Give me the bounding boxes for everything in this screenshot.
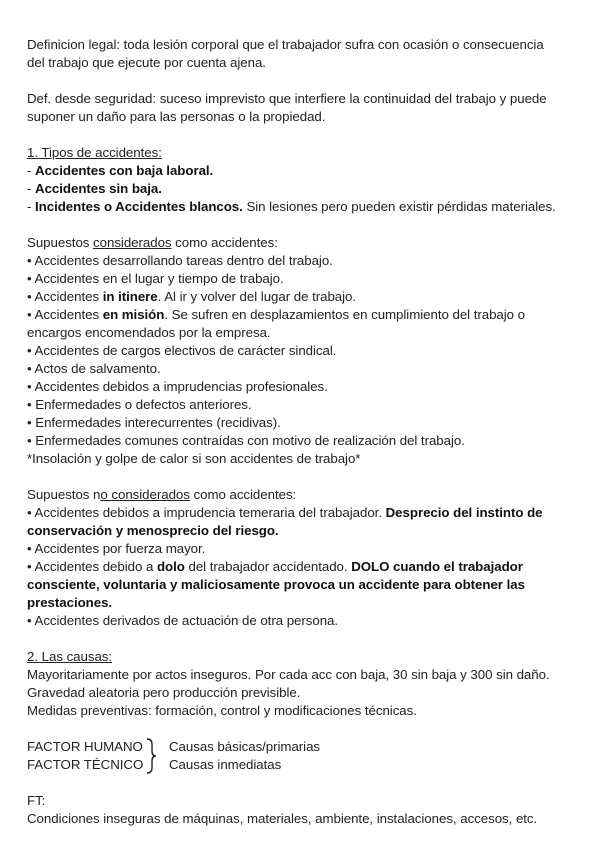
factor-humano-label: FACTOR HUMANO: [27, 739, 143, 754]
considerado-item: • Accidentes debidos a imprudencias profesionales.: [27, 379, 328, 394]
considerados-note: *Insolación y golpe de calor si son accidentes de trabajo*: [27, 451, 361, 466]
factor-tecnico-label: FACTOR TÉCNICO: [27, 757, 144, 772]
causas-inmediatas-label: Causas inmediatas: [169, 757, 282, 772]
causas-line: Gravedad aleatoria pero producción previsible.: [27, 685, 301, 700]
considerado-item-continuation: encargos encomendados por la empresa.: [27, 325, 271, 340]
tipo-item: - Accidentes sin baja.: [27, 181, 162, 196]
no-considerado-item: • Accidentes derivados de actuación de otra persona.: [27, 613, 339, 628]
no-considerado-item-continuation: conservación y menosprecio del riesgo.: [27, 523, 279, 538]
considerado-item: • Accidentes de cargos electivos de carácter sindical.: [27, 343, 337, 358]
tipo-item: - Accidentes con baja laboral.: [27, 163, 214, 178]
considerado-item: • Actos de salvamento.: [27, 361, 161, 376]
ft-label: FT:: [27, 793, 46, 808]
no-considerado-item: • Accidentes debidos a imprudencia temeraria del trabajador. Desprecio del instinto de: [27, 505, 543, 520]
legal-definition-line-2: del trabajo que ejecute por cuenta ajena.: [27, 55, 266, 70]
section-2-heading: 2. Las causas:: [27, 649, 113, 664]
causas-basicas-label: Causas básicas/primarias: [169, 739, 321, 754]
considerado-item: • Accidentes en el lugar y tiempo de trabajo.: [27, 271, 284, 286]
considerado-item: • Accidentes desarrollando tareas dentro del trabajo.: [27, 253, 333, 268]
no-considerados-heading: Supuestos no considerados como accidentes:: [27, 487, 297, 502]
causas-line: Medidas preventivas: formación, control y modificaciones técnicas.: [27, 703, 417, 718]
section-1-heading: 1. Tipos de accidentes:: [27, 145, 162, 160]
considerados-heading: Supuestos considerados como accidentes:: [27, 235, 278, 250]
no-considerado-item-continuation: consciente, voluntaria y maliciosamente provoca un accidente para obtener las: [27, 577, 525, 592]
curly-brace-icon: [144, 738, 158, 774]
legal-definition-line-1: Definicion legal: toda lesión corporal que el trabajador sufra con ocasión o consecuencia: [27, 37, 544, 52]
no-considerado-item: • Accidentes debido a dolo del trabajador accidentado. DOLO cuando el trabajador: [27, 559, 523, 574]
safety-definition-line-1: Def. desde seguridad: suceso imprevisto que interfiere la continuidad del trabajo y puede: [27, 91, 547, 106]
considerado-item: • Accidentes en misión. Se sufren en desplazamientos en cumplimiento del trabajo o: [27, 307, 526, 322]
considerado-item: • Enfermedades interecurrentes (recidivas).: [27, 415, 281, 430]
safety-definition-line-2: suponer un daño para las personas o la propiedad.: [27, 109, 326, 124]
considerado-item: • Enfermedades comunes contraídas con motivo de realización del trabajo.: [27, 433, 465, 448]
considerado-item: • Accidentes in itinere. Al ir y volver del lugar de trabajo.: [27, 289, 357, 304]
tipo-item: - Incidentes o Accidentes blancos. Sin lesiones pero pueden existir pérdidas materiales.: [27, 199, 556, 214]
causas-line: Mayoritariamente por actos inseguros. Por cada acc con baja, 30 sin baja y 300 sin daño.: [27, 667, 550, 682]
ft-text: Condiciones inseguras de máquinas, materiales, ambiente, instalaciones, accesos, etc.: [27, 811, 538, 826]
considerado-item: • Enfermedades o defectos anteriores.: [27, 397, 252, 412]
no-considerado-item-continuation: prestaciones.: [27, 595, 113, 610]
no-considerado-item: • Accidentes por fuerza mayor.: [27, 541, 206, 556]
